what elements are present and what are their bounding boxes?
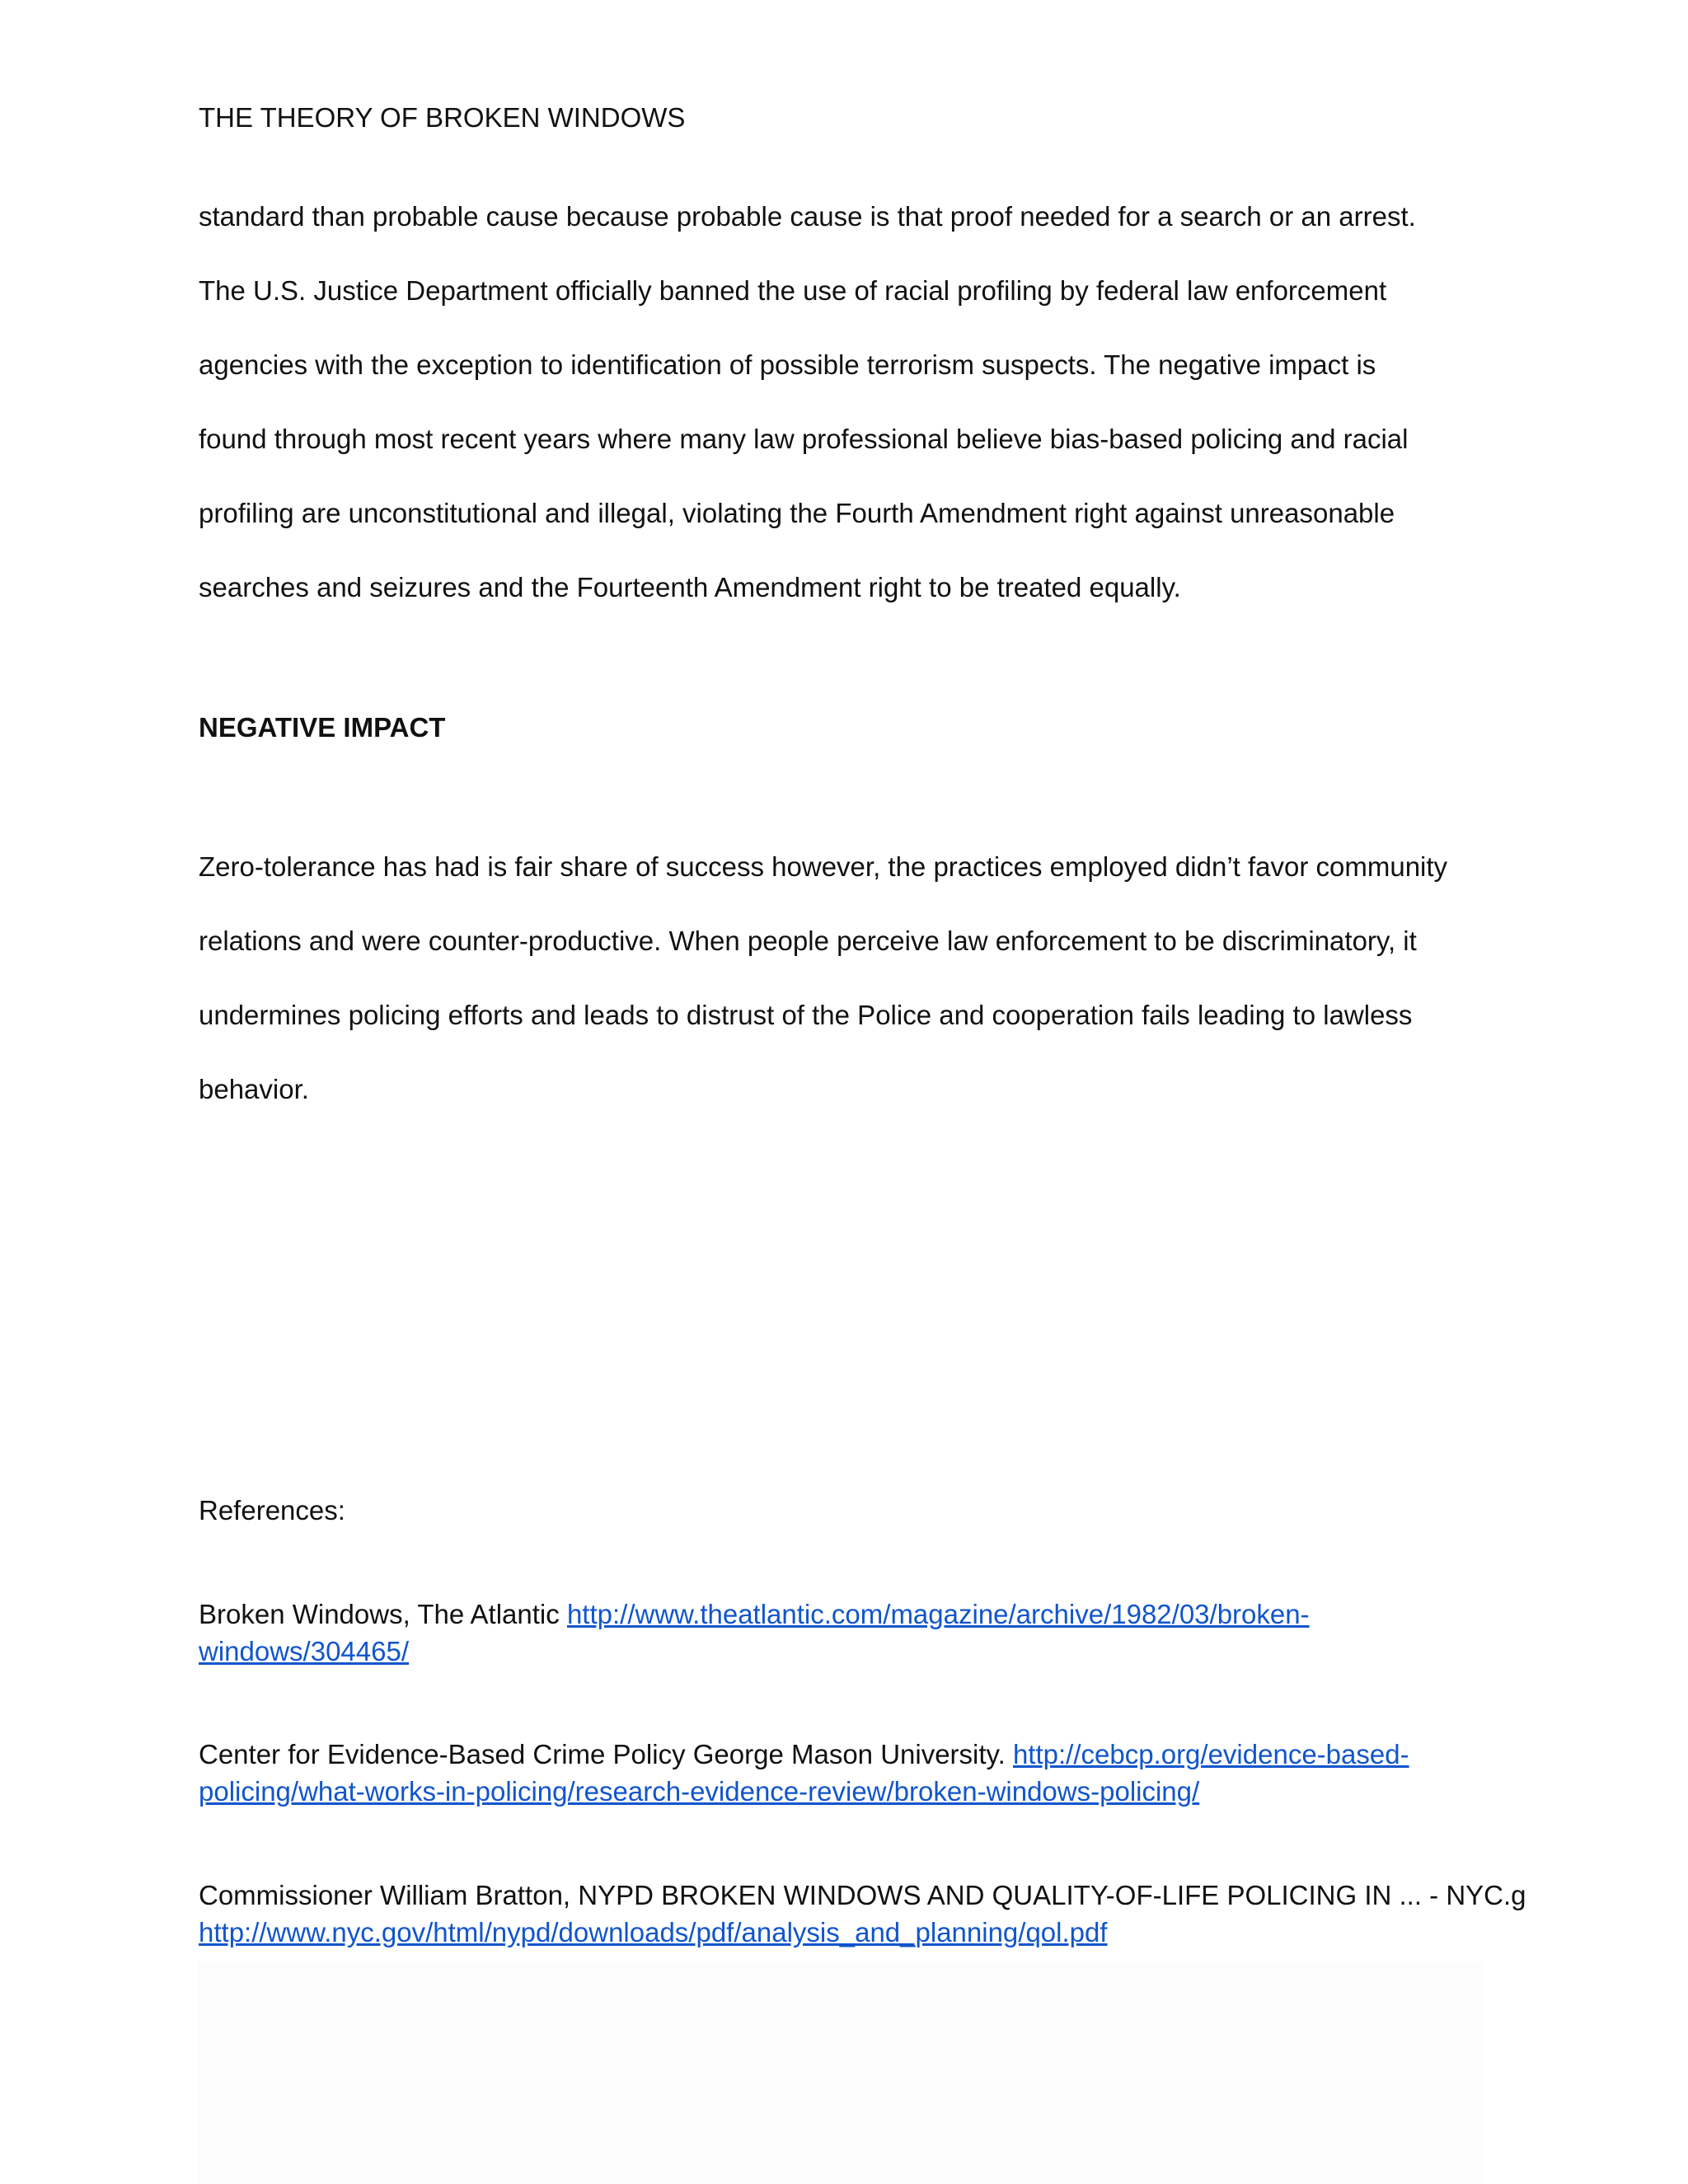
paragraph-line: found through most recent years where many law professional believe bias-based policing and racial (199, 424, 1409, 454)
faint-background-panel (198, 1961, 1484, 2184)
reference-text: Broken Windows, The Atlantic (199, 1599, 567, 1629)
reference-link-continuation[interactable]: policing/what-works-in-policing/research-evidence-review/broken-windows-policing/ (199, 1776, 1200, 1807)
running-head: THE THEORY OF BROKEN WINDOWS (199, 102, 686, 133)
paragraph-line: agencies with the exception to identification of possible terrorism suspects. The negative impact is (199, 349, 1376, 380)
paragraph-line: The U.S. Justice Department officially banned the use of racial profiling by federal law enforcement (199, 275, 1387, 306)
reference-link[interactable]: http://www.nyc.gov/html/nypd/downloads/pdf/analysis_and_planning/qol.pdf (199, 1917, 1108, 1947)
paragraph-zero-tolerance (199, 846, 1501, 1143)
reference-text: Commissioner William Bratton, NYPD BROKEN WINDOWS AND QUALITY-OF-LIFE POLICING IN ... - NYC.g (199, 1880, 1526, 1910)
reference-link-continuation[interactable]: windows/304465/ (199, 1636, 410, 1666)
paragraph-line: relations and were counter-productive. When people perceive law enforcement to be discriminatory, it (199, 926, 1417, 956)
reference-item-cebcp (199, 1736, 1517, 1810)
references-label: References: (199, 1495, 345, 1526)
paragraph-line: behavior. (199, 1074, 309, 1104)
reference-item-atlantic (199, 1596, 1517, 1670)
section-heading-negative-impact: NEGATIVE IMPACT (199, 712, 446, 743)
paragraph-racial-profiling (199, 196, 1501, 641)
reference-item-nypd (199, 1877, 1526, 1951)
reference-link[interactable]: http://cebcp.org/evidence-based- (1012, 1739, 1409, 1769)
reference-text: Center for Evidence-Based Crime Policy George Mason University. (199, 1739, 1013, 1769)
paragraph-line: Zero-tolerance has had is fair share of success however, the practices employed didn’t favor community (199, 851, 1448, 882)
reference-link[interactable]: http://www.theatlantic.com/magazine/archive/1982/03/broken- (566, 1599, 1310, 1629)
paragraph-line: standard than probable cause because probable cause is that proof needed for a search or an arrest. (199, 201, 1416, 232)
paragraph-line: undermines policing efforts and leads to distrust of the Police and cooperation fails leading to lawless (199, 1000, 1413, 1030)
paragraph-line: profiling are unconstitutional and illegal, violating the Fourth Amendment right against unreasonable (199, 498, 1395, 528)
paragraph-line: searches and seizures and the Fourteenth Amendment right to be treated equally. (199, 572, 1181, 602)
